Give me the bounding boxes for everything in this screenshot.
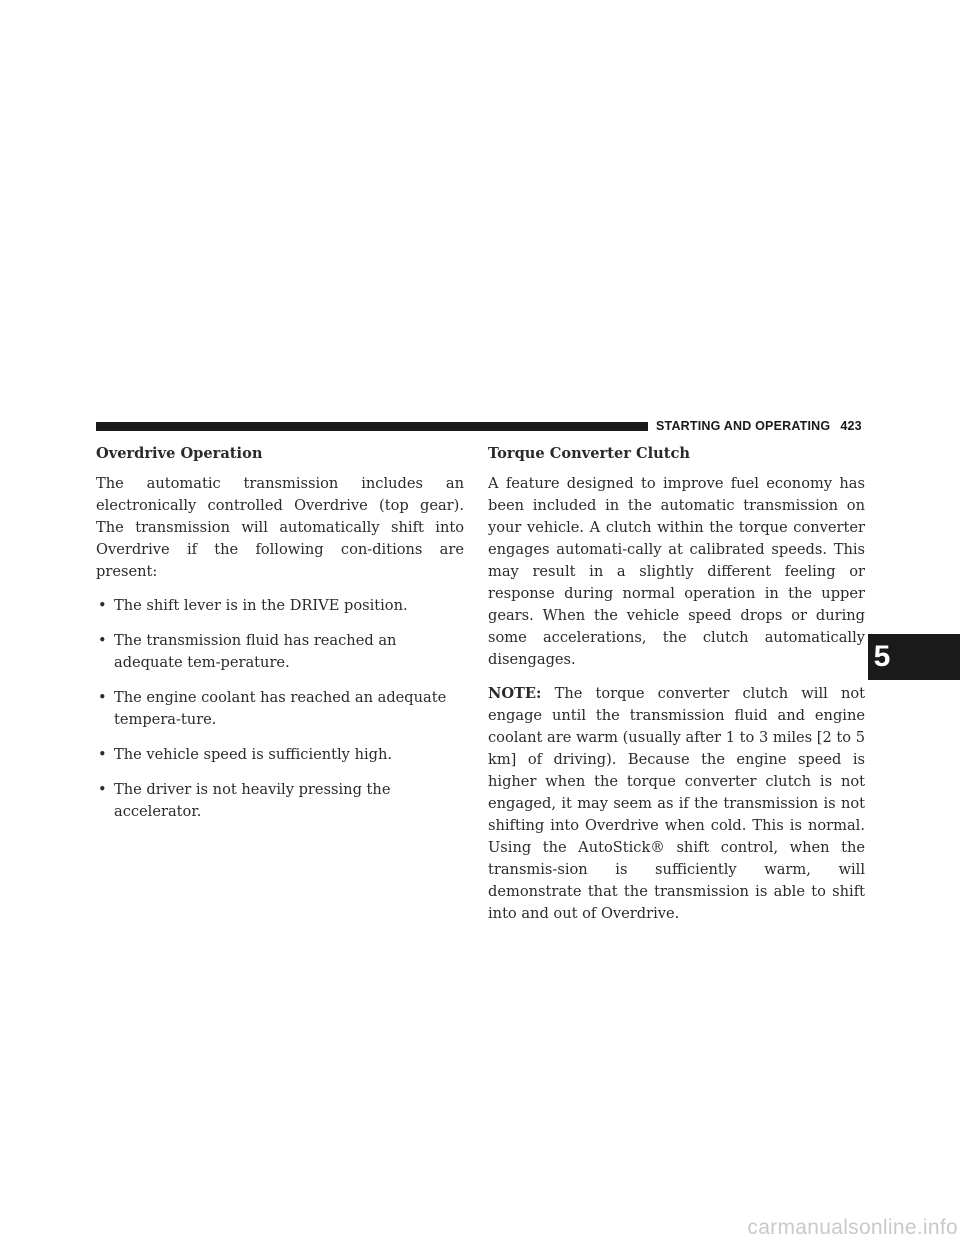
overdrive-heading: Overdrive Operation	[96, 445, 263, 462]
overdrive-intro: The automatic transmission includes an electronically controlled Overdrive (top gear). The transmission will automatically shift into Overdrive if the following con-ditions are present:	[96, 475, 464, 580]
bullet-icon: •	[98, 746, 107, 763]
left-column	[96, 444, 464, 836]
section-title: STARTING AND OPERATING	[656, 419, 831, 433]
torque-converter-heading: Torque Converter Clutch	[488, 445, 691, 462]
chapter-number: 5	[873, 640, 891, 673]
watermark: carmanualsonline.info	[747, 1216, 958, 1239]
note-label: NOTE:	[488, 685, 542, 702]
list-item	[96, 687, 464, 731]
list-item-text: The transmission fluid has reached an adequate tem-perature.	[114, 632, 397, 671]
list-item	[96, 630, 464, 674]
chapter-tab	[868, 634, 960, 680]
right-column	[488, 444, 865, 937]
list-item-text: The engine coolant has reached an adequate tempera-ture.	[114, 689, 447, 728]
page-number: 423	[840, 419, 862, 433]
note-paragraph	[488, 683, 865, 925]
list-item	[96, 595, 464, 617]
header-rule	[96, 422, 648, 431]
running-header	[656, 419, 866, 433]
list-item-text: The shift lever is in the DRIVE position.	[114, 597, 408, 614]
list-item-text: The vehicle speed is sufficiently high.	[114, 746, 393, 763]
list-item	[96, 779, 464, 823]
list-item-text: The driver is not heavily pressing the accelerator.	[114, 781, 391, 820]
bullet-icon: •	[98, 597, 107, 614]
torque-converter-paragraph: A feature designed to improve fuel economy has been included in the automatic transmission on your vehicle. A clutch within the torque converter engages automati-cally at calibrated speeds. This may result in a slightly different feeling or response during normal operation in the upper gears. When the vehicle speed drops or during some accelerations, the clutch automatically disengages.	[488, 475, 865, 668]
bullet-icon: •	[98, 689, 107, 706]
conditions-list	[96, 595, 464, 823]
note-text: The torque converter clutch will not engage until the transmission fluid and engine coolant are warm (usually after 1 to 3 miles [2 to 5 km] of driving). Because the engine speed is higher when the torque converter clutch is not engaged, it may seem as if the transmission is not shifting into Overdrive when cold. This is normal. Using the AutoStick® shift control, when the transmis-sion is sufficiently warm, will demonstrate that the transmission is able to shift into and out of Overdrive.	[488, 685, 866, 922]
bullet-icon: •	[98, 781, 107, 798]
bullet-icon: •	[98, 632, 107, 649]
list-item	[96, 744, 464, 766]
